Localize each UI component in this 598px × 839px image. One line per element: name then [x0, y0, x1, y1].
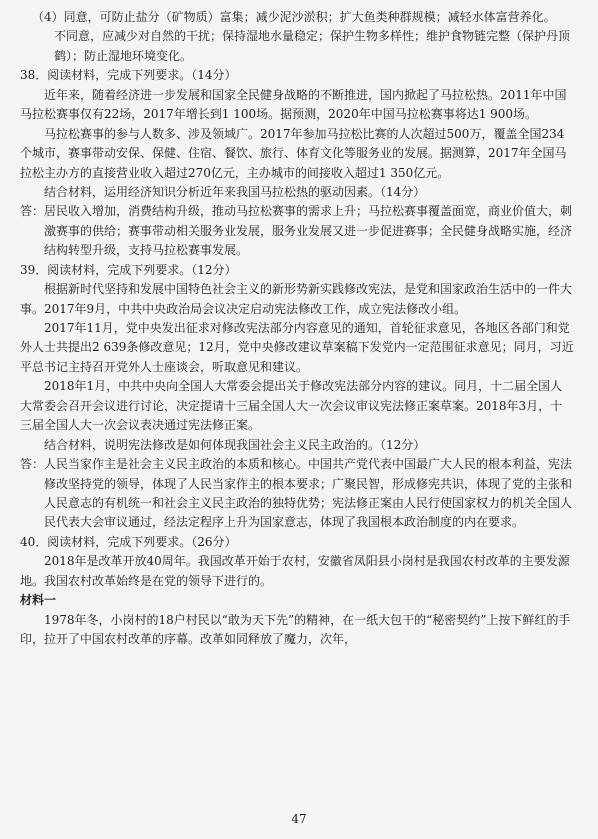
answer-39: 答：人民当家作主是社会主义民主政治的本质和核心。中国共产党代表中国最广大人民的根本利益，宪法修改坚持党的领导，体现了人民当家作主的根本要求；广聚民智，形成修宪共识，体现了党的主张和人民意志的有机统一和社会主义民主政治的独特优势；宪法修正案由人民行使国家权力的机关全国人民代表大会审议通过，经法定程序上升为国家意志，体现了我国根本政治制度的内在要求。: [20, 457, 573, 530]
page-number: 47: [291, 811, 307, 826]
question-40-heading: 40．阅读材料，完成下列要求。（26分）: [20, 534, 237, 549]
material-1-text: 1978年冬，小岗村的18户村民以“敢为天下先”的精神，在一纸大包干的“秘密契约”上按下鲜红的手印，拉开了中国农村改革的序幕。改革如同释放了魔力，次年，: [20, 612, 571, 646]
question-39-material-1: 根据新时代坚持和发展中国特色社会主义的新形势新实践修改宪法，是党和国家政治生活中的一件大事。2017年9月，中共中央政治局会议决定启动宪法修改工作，成立宪法修改小组。: [20, 282, 573, 316]
question-38-material-1: 近年来，随着经济进一步发展和国家全民健身战略的不断推进，国内掀起了马拉松热。2011年中国马拉松赛事仅有22场，2017年增长到1 100场。据预测，2020年中国马拉松赛事将达1 900场。: [20, 87, 567, 122]
question-38-material-2: 马拉松赛事的参与人数多、涉及领域广。2017年参加马拉松比赛的人次超过500万，覆盖全国234个城市，赛事带动安保、保健、住宿、餐饮、旅行、体育文化等服务业的发展。据测算，2017年全国马拉松主办方的直接营业收入超过270亿元，主办城市的间接收入超过1 350亿元。: [20, 126, 567, 180]
question-39-material-2: 2017年11月，党中央发出征求对修改宪法部分内容意见的通知，首轮征求意见，各地区各部门和党外人士共提出2 639条修改意见；12月，党中央修改建议草案稿下发党内一定范围征求意见；同月，习近平总书记主持召开党外人士座谈会，听取意见和建议。: [20, 321, 574, 374]
material-1-heading: 材料一: [20, 593, 57, 608]
answer-38: 答：居民收入增加，消费结构升级，推动马拉松赛事的需求上升；马拉松赛事覆盖面宽，商业价值大，刺激赛事的供给；赛事带动相关服务业发展，服务业发展又进一步促进赛事；全民健身战略实施，经济结构转型升级，支持马拉松赛事发展。: [20, 204, 573, 258]
question-40-intro: 2018年是改革开放40周年。我国改革开始于农村，安徽省凤阳县小岗村是我国农村改革的主要发源地。我国农村改革始终是在党的领导下进行的。: [20, 554, 570, 588]
question-38-heading: 38．阅读材料，完成下列要求。（14分）: [20, 68, 237, 83]
answer-37-4-disagree: 不同意，应减少对自然的干扰；保持湿地水量稳定；保护生物多样性；维护食物链完整（保护丹顶鹤）；防止湿地环境变化。: [54, 29, 571, 63]
question-39-prompt: 结合材料，说明宪法修改是如何体现我国社会主义民主政治的。（12分）: [44, 437, 426, 452]
question-38-prompt: 结合材料，运用经济知识分析近年来我国马拉松热的驱动因素。（14分）: [44, 184, 426, 199]
question-39-material-3: 2018年1月，中共中央向全国人大常委会提出关于修改宪法部分内容的建议。同月，十二届全国人大常委会召开会议进行讨论，决定提请十三届全国人大一次会议审议宪法修正案草案。2018年3月，十三届全国人大一次会议表决通过宪法修正案。: [20, 379, 563, 433]
answer-37-4-agree: （4）同意，可防止盐分（矿物质）富集；减少泥沙淤积；扩大鱼类种群规模；减轻水体富营养化。: [32, 10, 556, 24]
question-39-heading: 39．阅读材料，完成下列要求。（12分）: [20, 262, 237, 277]
page-content: [20, 8, 574, 649]
